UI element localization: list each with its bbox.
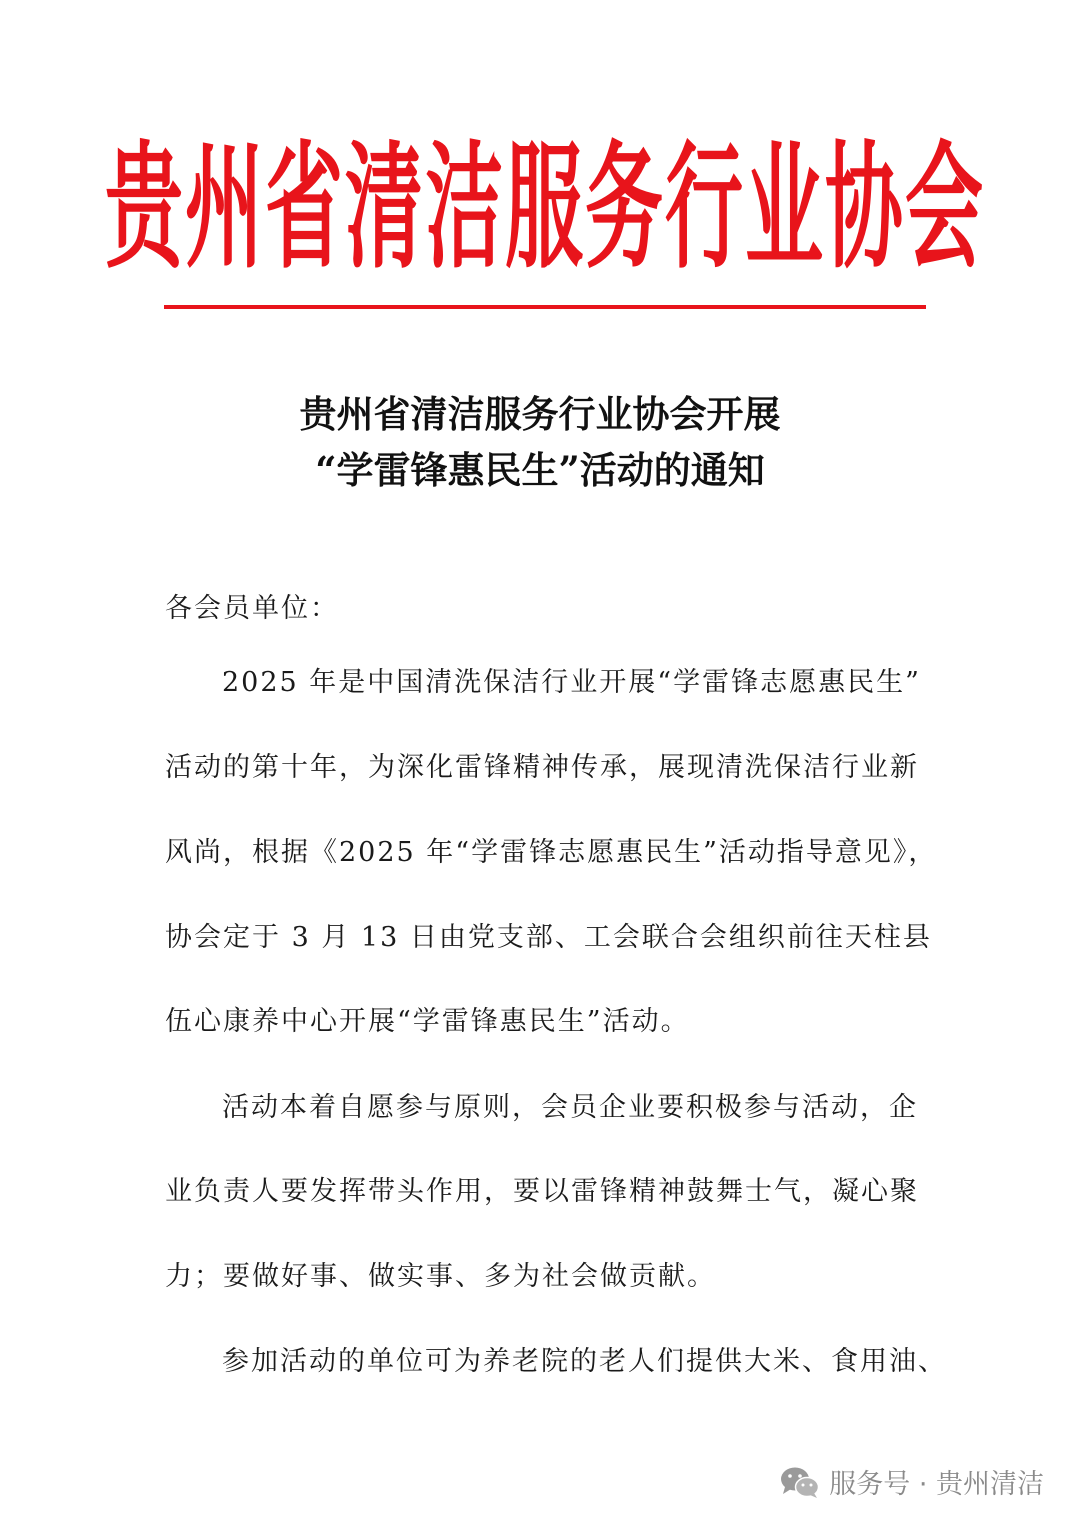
paragraph-1-line-2: 活动的第十年，为深化雷锋精神传承，展现清洗保洁行业新 [165, 752, 919, 783]
letterhead-org-name: 贵州省清洁服务行业协会 [105, 130, 986, 288]
letterhead-divider [164, 305, 926, 309]
wechat-account-watermark [779, 1462, 1044, 1501]
paragraph-2-line-2: 业负责人要发挥带头作用，要以雷锋精神鼓舞士气，凝心聚 [165, 1176, 919, 1207]
document-title-line-1: 贵州省清洁服务行业协会开展 [299, 392, 781, 436]
paragraph-2-line-1: 活动本着自愿参与原则，会员企业要积极参与活动，企 [222, 1092, 918, 1123]
letterhead [105, 112, 986, 288]
salutation: 各会员单位： [165, 593, 339, 624]
watermark-text: 服务号 · 贵州清洁 [829, 1469, 1044, 1500]
paragraph-1-line-4: 协会定于 3 月 13 日由党支部、工会联合会组织前往天柱县 [165, 922, 932, 953]
paragraph-2-line-3: 力；要做好事、做实事、多为社会做贡献。 [165, 1261, 716, 1292]
paragraph-1-line-3: 风尚，根据《2025 年“学雷锋志愿惠民生”活动指导意见》， [165, 837, 938, 868]
document-title [0, 386, 1080, 498]
paragraph-1-line-1: 2025 年是中国清洗保洁行业开展“学雷锋志愿惠民生” [222, 667, 921, 698]
paragraph-3-line-1: 参加活动的单位可为养老院的老人们提供大米、食用油、 [222, 1346, 947, 1377]
document-title-line-2: “学雷锋惠民生”活动的通知 [315, 448, 765, 492]
paragraph-1-line-5: 伍心康养中心开展“学雷锋惠民生”活动。 [165, 1006, 690, 1037]
wechat-icon [779, 1464, 821, 1500]
